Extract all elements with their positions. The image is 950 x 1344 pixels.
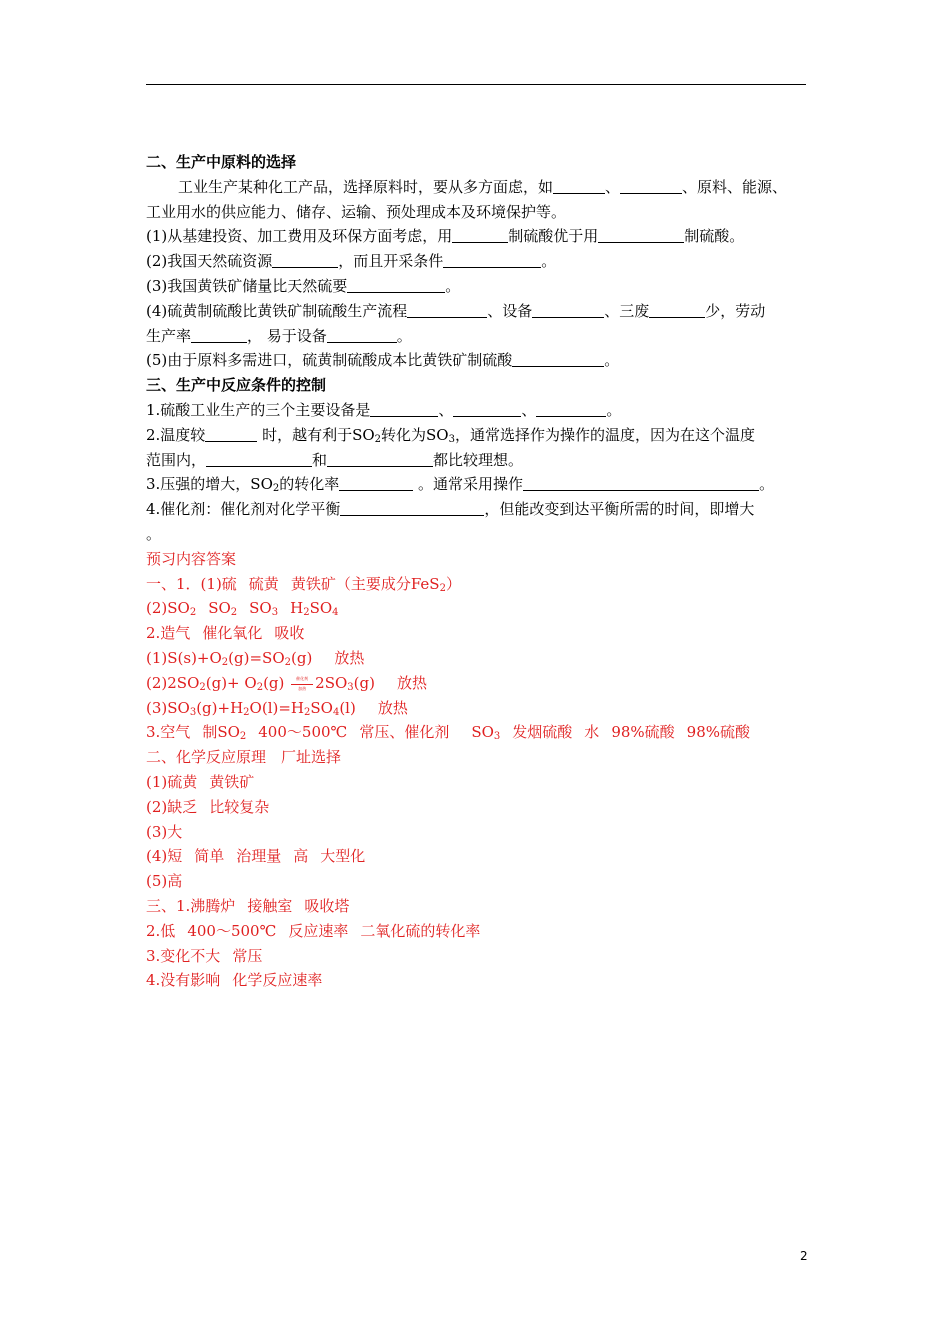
answer-line: 一、1．(1)硫 硫黄 黄铁矿（主要成分FeS$_2$）	[146, 574, 461, 594]
section2-q4-line2: 生产率 ， 易于设备 。	[146, 326, 412, 345]
equation-3: $(3)SO_3(g)+H_2O(l)=H_2SO_4(l)$ 放热	[146, 698, 408, 718]
section3-q2-line1: 2.温度较 时，越有利于$SO_2$转化为$SO_3$，通常选择作为操作的温度，因为在这个温度	[146, 425, 755, 445]
section3-q1: 1.硫酸工业生产的三个主要设备是 、 、 。	[146, 400, 622, 419]
answer-line: 4.没有影响 化学反应速率	[146, 971, 323, 990]
section2-q1: (1)从基建投资、加工费用及环保方面考虑，用 制硫酸优于用 制硫酸。	[146, 227, 745, 246]
section3-heading: 三、生产中反应条件的控制	[146, 376, 327, 395]
fill-blank[interactable]	[512, 352, 604, 367]
section3-q2-line2: 范围内， 和 都比较理想。	[146, 450, 524, 469]
fill-blank[interactable]	[536, 402, 606, 417]
fill-blank[interactable]	[443, 253, 541, 268]
fill-blank[interactable]	[532, 303, 604, 318]
equation-2: $(2)2SO_2(g)+ O_2(g)$ 催化剂 加热 $2SO_3(g)$ 放热	[146, 673, 427, 693]
fill-blank[interactable]	[453, 402, 521, 417]
fill-blank[interactable]	[523, 476, 759, 491]
fill-blank[interactable]	[327, 452, 433, 467]
page-number: 2	[800, 1249, 808, 1263]
fill-blank[interactable]	[206, 452, 312, 467]
answer-line: (1)硫黄 黄铁矿	[146, 772, 255, 791]
fill-blank[interactable]	[620, 179, 682, 194]
answer-line: 2.低 400～500℃ 反应速率 二氧化硫的转化率	[146, 921, 481, 940]
section2-q5: (5)由于原料多需进口，硫黄制硫酸成本比黄铁矿制硫酸 。	[146, 351, 620, 370]
answer-line: (4)短 简单 治理量 高 大型化	[146, 847, 366, 866]
fill-blank[interactable]	[327, 328, 397, 343]
fill-blank[interactable]	[340, 501, 484, 516]
answers-section	[146, 547, 810, 993]
section3-q3: 3.压强的增大，$SO_2$的转化率 。通常采用操作 。	[146, 475, 775, 495]
fill-blank[interactable]	[191, 328, 247, 343]
answer-line: 2.造气 催化氧化 吸收	[146, 624, 305, 643]
section3-q4-line1: 4.催化剂：催化剂对化学平衡 ，但能改变到达平衡所需的时间，即增大	[146, 500, 755, 519]
section2-para-line2: 工业用水的供应能力、储存、运输、预处理成本及环境保护等。	[146, 202, 567, 221]
section2-q4-line1: (4)硫黄制硫酸比黄铁矿制硫酸生产流程 、设备 、三废 少，劳动	[146, 301, 766, 320]
document-body	[146, 150, 810, 993]
fill-blank[interactable]	[452, 228, 508, 243]
fill-blank[interactable]	[347, 278, 445, 293]
section2-q3: (3)我国黄铁矿储量比天然硫要 。	[146, 276, 461, 295]
section2-para-line1: 工业生产某种化工产品，选择原料时，要从多方面虑，如 、 、原料、能源、	[178, 177, 788, 196]
fill-blank[interactable]	[553, 179, 605, 194]
answer-line: 3.变化不大 常压	[146, 946, 263, 965]
section2-q2: (2)我国天然硫资源 ，而且开采条件 。	[146, 252, 557, 271]
answer-line: (5)高	[146, 872, 183, 891]
fill-blank[interactable]	[370, 402, 438, 417]
equation-1: $(1)S(s)+O_2(g)=SO_2(g)$ 放热	[146, 648, 365, 668]
answer-line: 二、化学反应原理 厂址选择	[146, 748, 342, 767]
answers-title: 预习内容答案	[146, 549, 237, 568]
answer-line: 三、1.沸腾炉 接触室 吸收塔	[146, 896, 350, 915]
section3-q4-line2: 。	[146, 524, 162, 543]
fill-blank[interactable]	[339, 476, 413, 491]
fill-blank[interactable]	[649, 303, 705, 318]
fill-blank[interactable]	[407, 303, 487, 318]
answer-line: (3)大	[146, 822, 183, 841]
answer-line: 3.空气 制$SO_2$ 400～500℃ 常压、催化剂 $SO_3$ 发烟硫酸 水 98%硫酸 98%硫酸	[146, 723, 750, 743]
answer-line: $(2)SO_2$ $SO_2$ $SO_3$ $H_2SO_4$	[146, 599, 339, 619]
header-rule	[146, 84, 806, 85]
answer-line: (2)缺乏 比较复杂	[146, 797, 270, 816]
reversible-arrow-icon: 催化剂 加热	[291, 677, 313, 691]
fill-blank[interactable]	[272, 253, 338, 268]
fill-blank[interactable]	[205, 427, 257, 442]
fill-blank[interactable]	[598, 228, 684, 243]
section2-heading: 二、生产中原料的选择	[146, 153, 297, 171]
